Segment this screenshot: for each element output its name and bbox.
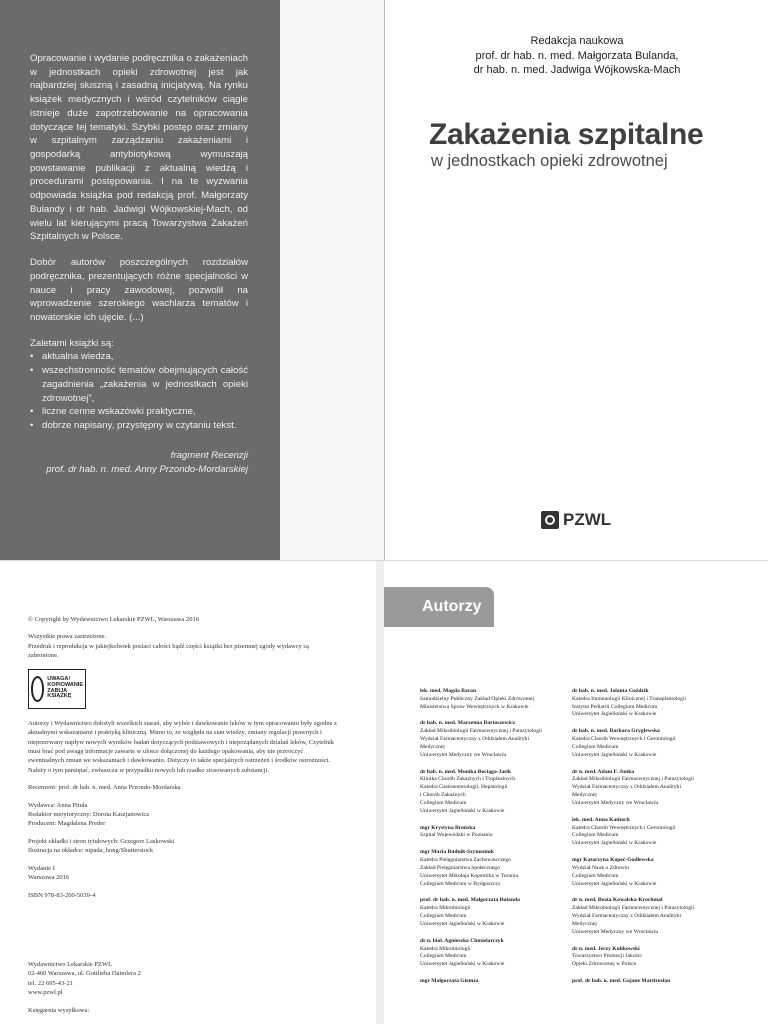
author-affiliation: Katedra Immunologii Klinicznej i Transplantologii bbox=[572, 695, 687, 702]
author-name: dr n. med. Adam F. Junka bbox=[572, 768, 635, 775]
author-affiliation: i Chorób Zakaźnych bbox=[420, 792, 466, 799]
author-affiliation: Uniwersytet Mikołaja Kopernika w Toruniu bbox=[420, 872, 519, 879]
editors-label: Redakcja naukowa bbox=[530, 35, 624, 47]
author-name: mgr Krystyna Brońska bbox=[420, 824, 476, 831]
front-cover bbox=[384, 0, 768, 560]
advantage-item: • liczne cenne wskazówki praktyczne, bbox=[30, 405, 248, 419]
author-name: dr hab. n. med. Barbara Gryglewska bbox=[572, 728, 660, 735]
author-affiliation: Collegium Medicum bbox=[420, 953, 467, 960]
author-affiliation: Towarzystwo Promocji Jakości bbox=[572, 953, 642, 960]
author-affiliation: Zakład Mikrobiologii Farmaceutycznej i Parazytologii bbox=[572, 905, 695, 912]
address-line: Wydawnictwo Lekarskie PZWL bbox=[28, 961, 113, 969]
author-name: mgr Maria Budnik-Szymoniuk bbox=[420, 849, 494, 856]
author-entry bbox=[420, 825, 596, 841]
badge-line: KOPIOWANIE bbox=[47, 681, 83, 688]
author-entry bbox=[420, 688, 596, 711]
blurb-paragraph-2: Dobór autorów poszczególnych rozdziałów podręcznika, prezentujących różne specjalności w nauce i pracy zawodowej, pozwolił na wprowadzenie szerokiego wachlarza tematów i nowatorskie ich ujęcie. (...) bbox=[30, 257, 248, 323]
author-affiliation: Opieki Zdrowotnej w Polsce bbox=[572, 961, 637, 968]
author-entry bbox=[420, 849, 596, 888]
edition-line: Wydanie I bbox=[28, 864, 55, 872]
author-name: dr hab. n. med. Jolanta Goździk bbox=[572, 688, 649, 694]
address-line: tel. 22 695-43-21 bbox=[28, 979, 73, 987]
badge-line: UWAGA! bbox=[47, 676, 71, 683]
author-name: dr n. med. Jerzy Kulikowski bbox=[572, 945, 640, 952]
back-cover bbox=[0, 0, 280, 560]
author-affiliation: Uniwersytet Jagielloński w Krakowie bbox=[572, 840, 657, 847]
author-affiliation: Uniwersytet Medyczny we Wrocławiu bbox=[420, 751, 507, 758]
author-affiliation: Wydział Farmaceutyczny z Oddziałem Analityki bbox=[572, 784, 682, 791]
editor-2: dr hab. n. med. Jadwiga Wójkowska-Mach bbox=[473, 64, 681, 77]
fragment-label: fragment Recenzji bbox=[170, 450, 248, 461]
copyright-line: © Copyright by Wydawnictwo Lekarskie PZWL, Warszawa 2016 bbox=[28, 616, 199, 623]
credit-line: Wydawca: Anna Pituła bbox=[28, 801, 88, 809]
author-entry bbox=[572, 817, 748, 848]
blurb-paragraph-1: Opracowanie i wydanie podręcznika o zakażeniach w jednostkach opieki zdrowotnej jest jak najbardziej słuszną i zasadną inicjatywą. Na rynku książek medycznych i wśród czytelników ciągle istnieje duże zapotrzebowanie na opracowania dotyczące tej tematyki. Szybki postęp oraz zmiany w szpitalnym zarządzaniu zakażeniami i gospodarką antybiotykową wymuszają powstawanie publikacji z aktualną wiedzą i procedurami postępowania. I na te wyzwania odpowiada książka pod redakcją prof. Małgorzaty Bulandy i dr hab. Jadwigi Wójkowskiej-Mach, od wielu lat kierującymi pracą Towarzystwa Zakażeń Szpitalnych w Polsce. bbox=[30, 53, 248, 243]
author-affiliation: Zakład Pielęgniarstwa Społecznego bbox=[420, 864, 500, 871]
author-name: lek. med. Anna Kańtoch bbox=[572, 816, 630, 823]
publisher-address bbox=[28, 960, 338, 998]
editors-block bbox=[385, 34, 768, 78]
advantages-list bbox=[30, 350, 248, 432]
rights-line-2: Przedruk i reprodukcja w jakiejkolwiek postaci całości bądź części książki bez pisemnej zgody wydawcy są zabronione. bbox=[28, 642, 309, 660]
author-entry bbox=[572, 897, 748, 936]
fragment-author: prof. dr hab. n. med. Anny Przondo-Mordarskiej bbox=[46, 463, 248, 475]
author-affiliation: Collegium Medicum bbox=[572, 743, 619, 750]
authors-right-column bbox=[572, 688, 748, 995]
author-affiliation: Samodzielny Publiczny Zakład Opieki Zdrowotnej bbox=[420, 695, 535, 702]
author-affiliation: Katedra Mikrobiologii bbox=[420, 945, 471, 952]
author-affiliation: Medycznej bbox=[420, 743, 445, 750]
address-line: www.pzwl.pl bbox=[28, 989, 63, 997]
rights-line-1: Wszystkie prawa zastrzeżone. bbox=[28, 633, 107, 641]
editor-1: prof. dr hab. n. med. Małgorzata Bulanda, bbox=[475, 49, 679, 62]
author-name: lek. med. Magda Baran bbox=[420, 688, 477, 694]
author-entry bbox=[572, 688, 748, 719]
author-affiliation: Uniwersytet Medyczny we Wrocławiu bbox=[572, 928, 659, 935]
author-affiliation: Szpital Wojewódzki w Poznaniu bbox=[420, 832, 493, 839]
advantage-item: • wszechstronność tematów obejmujących całość zagadnienia „zakażenia w jednostkach opieki zdrowotnej”, bbox=[30, 364, 248, 405]
author-affiliation: Wydział Nauk o Zdrowiu bbox=[572, 864, 629, 871]
credits-block bbox=[28, 801, 338, 829]
author-affiliation: Collegium Medicum w Bydgoszczy bbox=[420, 880, 501, 887]
author-affiliation: Instytut Pediatrii Collegium Medicum bbox=[572, 703, 658, 710]
author-name: mgr Małgorzata Giemza bbox=[420, 978, 479, 985]
author-entry bbox=[420, 897, 596, 928]
author-entry bbox=[420, 720, 596, 759]
shop-label: Księgarnia wysyłkowa: bbox=[28, 1006, 90, 1014]
author-affiliation: Uniwersytet Jagielloński w Krakowie bbox=[420, 961, 505, 968]
pzwl-logo-icon bbox=[541, 511, 559, 529]
author-affiliation: Uniwersytet Jagielloński w Krakowie bbox=[572, 880, 657, 887]
author-affiliation: Collegium Medicum bbox=[572, 872, 619, 879]
author-name: dr hab. n. med. Monika Bociąga-Jasik bbox=[420, 768, 511, 775]
author-entry bbox=[420, 938, 596, 969]
author-affiliation: Collegium Medicum bbox=[420, 913, 467, 920]
author-name: prof. dr hab. n. med. Gajane Martirosian bbox=[572, 978, 671, 985]
author-entry bbox=[572, 978, 748, 986]
author-name: dr n. med. Beata Kowalska-Krochmal bbox=[572, 897, 663, 904]
advantages-intro: Zaletami książki są: bbox=[30, 337, 114, 349]
author-name: dr n. biol. Agnieszka Chmielarczyk bbox=[420, 937, 504, 944]
author-affiliation: Collegium Medicum bbox=[420, 799, 467, 806]
author-affiliation: Uniwersytet Jagielloński w Krakowie bbox=[572, 711, 657, 718]
author-affiliation: Katedra Gastroenterologii, Hepatologii bbox=[420, 784, 508, 791]
author-affiliation: Zakład Mikrobiologii Farmaceutycznej i Parazytologii bbox=[420, 728, 543, 735]
author-affiliation: Ministerstwa Spraw Wewnętrznych w Krakowie bbox=[420, 703, 529, 710]
edition-block bbox=[28, 864, 338, 883]
book-subtitle: w jednostkach opieki zdrowotnej bbox=[431, 152, 668, 170]
author-affiliation: Uniwersytet Jagielloński w Krakowie bbox=[572, 751, 657, 758]
author-affiliation: Uniwersytet Jagielloński w Krakowie bbox=[420, 807, 505, 814]
reviewer-line: Recenzent: prof. dr hab. n. med. Anna Przondo-Mordarska bbox=[28, 784, 181, 792]
author-affiliation: Klinika Chorób Zakaźnych i Tropikalnych bbox=[420, 776, 516, 783]
author-entry bbox=[420, 978, 596, 986]
credit-line: Redaktor merytoryczny: Dorota Kaszjanowicz bbox=[28, 811, 150, 819]
author-affiliation: Katedra Pielęgniarstwa Zachowawczego bbox=[420, 857, 512, 864]
badge-line: KSIĄŻKĘ bbox=[47, 693, 72, 700]
publisher-name: PZWL bbox=[563, 510, 612, 529]
author-affiliation: Uniwersytet Medyczny we Wrocławiu bbox=[572, 799, 659, 806]
badge-line: ZABIJA bbox=[47, 687, 68, 694]
authors-left-column bbox=[420, 688, 596, 995]
design-line: Projekt okładki i stron tytułowych: Grzegorz Laskowski bbox=[28, 837, 175, 845]
back-cover-text bbox=[30, 52, 248, 433]
author-affiliation: Wydział Farmaceutyczny z Oddziałem Analityki bbox=[572, 913, 682, 920]
anti-copy-badge bbox=[28, 669, 86, 709]
rights-block bbox=[28, 632, 338, 660]
review-fragment bbox=[30, 449, 248, 476]
author-affiliation: Katedra Chorób Wewnętrznych i Gerontologii bbox=[572, 736, 676, 743]
disclaimer: Autorzy i Wydawnictwo dołożyli wszelkich starań, aby wybór i dawkowanie leków w tym opracowaniu były zgodne z aktualnymi wskazaniami i praktyką kliniczną. Mimo to, ze względu na stan wiedzy, zmiany regulacji prawnych i nieprzerwany napływ nowych wyników badań dotyczących podstawowych i niepożądanych działań leków, Czytelnik musi brać pod uwagę informacje zawarte w ulotce dołączonej do każdego opakowania, aby nie przeoczyć ewentualnych zmian we wskazaniach i dawkowaniu. Dotyczy to także specjalnych ostrzeżeń i środków ostrożności. Należy o tym pamiętać, zwłaszcza w przypadku nowych lub rzadko stosowanych substancji. bbox=[28, 719, 338, 774]
edition-line: Warszawa 2016 bbox=[28, 874, 70, 882]
author-name: mgr Katarzyna Kopeć-Godlewska bbox=[572, 857, 654, 864]
spine-gap bbox=[280, 0, 384, 560]
author-affiliation: Katedra Mikrobiologii bbox=[420, 905, 471, 912]
copyright-page bbox=[0, 561, 376, 1024]
author-affiliation: Wydział Farmaceutyczny z Oddziałem Analityki bbox=[420, 736, 530, 743]
author-entry bbox=[572, 946, 748, 969]
page-gutter bbox=[376, 561, 384, 1024]
author-affiliation: Medycznej bbox=[572, 792, 597, 799]
author-affiliation: Katedra Chorób Wewnętrznych i Gerontologii bbox=[572, 824, 676, 831]
publisher-logo bbox=[541, 509, 611, 531]
author-affiliation: Zakład Mikrobiologii Farmaceutycznej i Parazytologii bbox=[572, 776, 695, 783]
authors-page bbox=[384, 561, 768, 1024]
author-entry bbox=[572, 769, 748, 808]
author-entry bbox=[420, 769, 596, 816]
author-affiliation: Collegium Medicum bbox=[572, 832, 619, 839]
design-line: Ilustracja na okładce: nipada_hong/Shutterstock bbox=[28, 847, 154, 855]
isbn: ISBN 978-83-200-5039-4 bbox=[28, 891, 96, 899]
author-name: dr hab. n. med. Marzenna Bartoszewicz bbox=[420, 720, 515, 727]
book-title: Zakażenia szpitalne bbox=[429, 118, 704, 151]
advantage-item: • aktualna wiedza, bbox=[30, 350, 248, 364]
book-seal-icon bbox=[31, 676, 44, 702]
author-name: prof. dr hab. n. med. Małgorzata Bulanda bbox=[420, 897, 520, 904]
credit-line: Producent: Magdalena Preder bbox=[28, 820, 106, 828]
design-block bbox=[28, 837, 338, 856]
authors-header: Autorzy bbox=[384, 587, 494, 627]
address-line: 02-460 Warszawa, ul. Gottlieba Daimlera 2 bbox=[28, 970, 141, 978]
author-entry bbox=[572, 857, 748, 888]
author-affiliation: Uniwersytet Jagielloński w Krakowie bbox=[420, 920, 505, 927]
advantage-item: • dobrze napisany, przystępny w czytaniu tekst. bbox=[30, 419, 248, 433]
author-entry bbox=[572, 728, 748, 759]
author-affiliation: Medycznej bbox=[572, 920, 597, 927]
